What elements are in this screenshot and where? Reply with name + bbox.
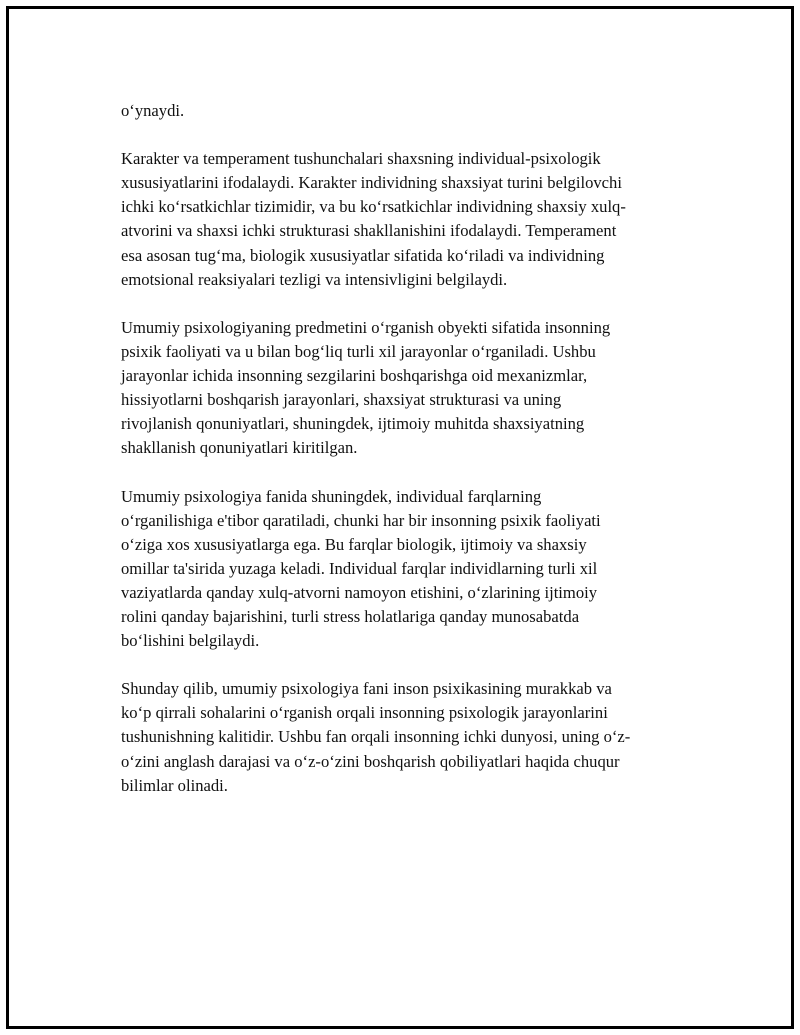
text-line: esa asosan tug‘ma, biologik xususiyatlar sifatida ko‘riladi va individning (121, 245, 605, 265)
paragraph-1 (121, 99, 666, 123)
page-frame (6, 6, 794, 1029)
paragraph-4 (121, 485, 666, 654)
text-line: o‘zini anglash darajasi va o‘z-o‘zini boshqarish qobiliyatlari haqida chuqur (121, 751, 620, 771)
document-body (121, 99, 666, 822)
text-line: rivojlanish qonuniyatlari, shuningdek, ijtimoiy muhitda shaxsiyatning (121, 414, 585, 434)
text-line: vaziyatlarda qanday xulq-atvorni namoyon etishini, o‘zlarining ijtimoiy (121, 582, 598, 602)
text-line: o‘ynaydi. (121, 101, 185, 120)
text-line: Umumiy psixologiyaning predmetini o‘rganish obyekti sifatida insonning (121, 317, 611, 337)
text-line: emotsional reaksiyalari tezligi va intensivligini belgilaydi. (121, 269, 508, 289)
text-line: ko‘p qirrali sohalarini o‘rganish orqali insonning psixologik jarayonlarini (121, 703, 608, 723)
text-line: bo‘lishini belgilaydi. (121, 631, 260, 651)
text-line: xususiyatlarini ifodalaydi. Karakter individning shaxsiyat turini belgilovchi (121, 173, 622, 193)
text-line: Shunday qilib, umumiy psixologiya fani inson psixikasining murakkab va (121, 679, 612, 699)
text-line: psixik faoliyati va u bilan bog‘liq turli xil jarayonlar o‘rganiladi. Ushbu (121, 341, 596, 361)
paragraph-5 (121, 677, 666, 797)
text-line: Umumiy psixologiya fanida shuningdek, individual farqlarning (121, 486, 542, 506)
text-line: shakllanish qonuniyatlari kiritilgan. (121, 438, 358, 458)
text-line: atvorini va shaxsi ichki strukturasi shakllanishini ifodalaydi. Temperament (121, 221, 617, 241)
text-line: o‘rganilishiga e'tibor qaratiladi, chunki har bir insonning psixik faoliyati (121, 510, 601, 530)
text-line: ichki ko‘rsatkichlar tizimidir, va bu ko‘rsatkichlar individning shaxsiy xulq- (121, 197, 626, 217)
text-line: o‘ziga xos xususiyatlarga ega. Bu farqlar biologik, ijtimoiy va shaxsiy (121, 534, 587, 554)
text-line: omillar ta'sirida yuzaga keladi. Individual farqlar individlarning turli xil (121, 558, 598, 578)
text-line: tushunishning kalitidir. Ushbu fan orqali insonning ichki dunyosi, uning o‘z- (121, 727, 631, 747)
text-line: rolini qanday bajarishini, turli stress holatlariga qanday munosabatda (121, 606, 580, 626)
text-line: jarayonlar ichida insonning sezgilarini boshqarishga oid mexanizmlar, (121, 366, 588, 386)
paragraph-2 (121, 147, 666, 292)
text-line: bilimlar olinadi. (121, 775, 228, 795)
text-line: hissiyotlarni boshqarish jarayonlari, shaxsiyat strukturasi va uning (121, 390, 562, 410)
paragraph-3 (121, 316, 666, 461)
text-line: Karakter va temperament tushunchalari shaxsning individual-psixologik (121, 149, 601, 169)
